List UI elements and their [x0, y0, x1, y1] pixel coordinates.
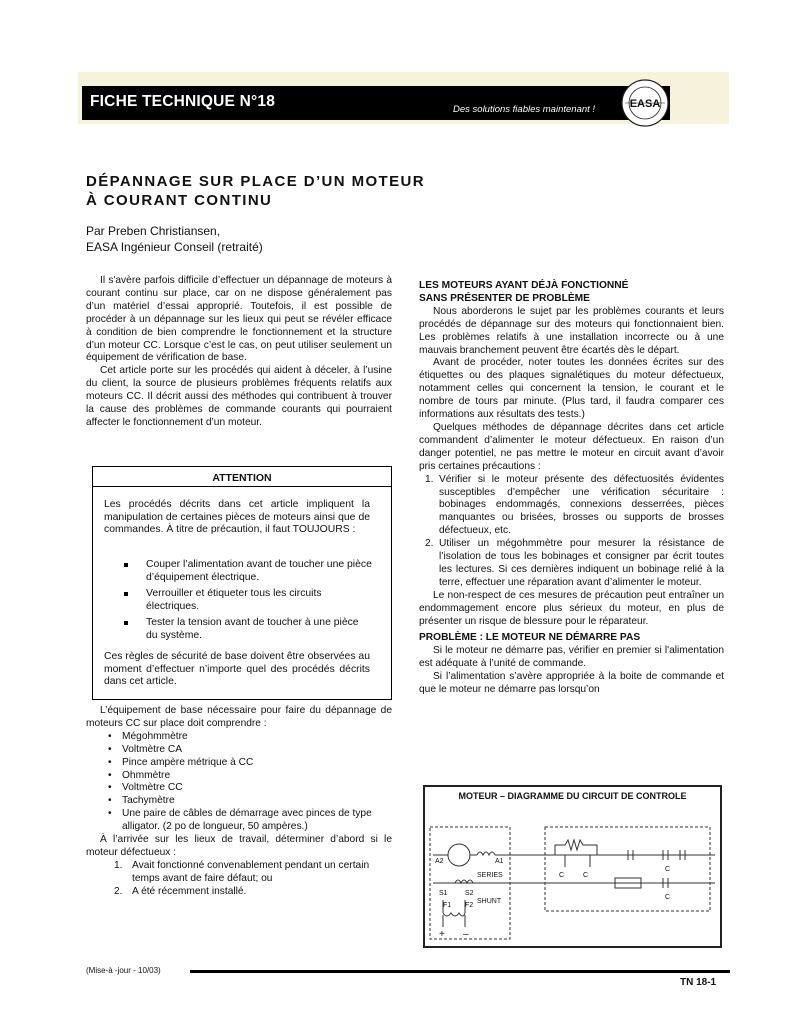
- check-number: 1.: [114, 859, 123, 871]
- title-line-1: DÉPANNAGE SUR PLACE D’UN MOTEUR: [86, 173, 425, 190]
- bullet-square-icon: [124, 563, 128, 567]
- attention-outro: Ces règles de sécurité de base doivent être observées au moment d’effectuer n’importe quel des procédés décrits dans cet article.: [104, 651, 370, 688]
- logo-text: EASA: [629, 98, 661, 110]
- attention-intro: Les procédés décrits dans cet article impliquent la manipulation de certaines pièces de moteurs ainsi que de commandes. À titre de précaution, il faut TOUJOURS :: [104, 499, 370, 536]
- resistor-icon: [555, 840, 597, 855]
- right-paragraph-1: Nous aborderons le sujet par les problèmes courants et leurs procédés de dépannage sur des moteurs qui fonctionnaient bien. Les problèmes relatifs à une installation incorrecte ou à une mauvais branchement peuvent être écartés dès le départ.: [419, 305, 724, 356]
- equipment-list: [108, 731, 392, 834]
- equipment-intro: L’équipement de base nécessaire pour faire du dépannage de moteurs CC sur place doit comprendre :: [86, 705, 392, 729]
- header-tagline: Des solutions fiables maintenant !: [453, 104, 596, 115]
- step-number: 2.: [425, 538, 434, 550]
- section-heading-1-line-1: LES MOTEURS AYANT DÉJÀ FONCTIONNÉ: [419, 280, 629, 291]
- section-heading-1: [419, 280, 724, 306]
- arrival-checklist: [114, 860, 392, 899]
- precaution-step: [421, 538, 724, 590]
- label-c: C: [559, 872, 565, 879]
- wire: [565, 855, 590, 867]
- step-text: Vérifier si le moteur présente des défectuosités évidentes susceptibles d’empêcher une vérification sécuritaire : bobinages endommagés, connexions desserrées, pièces manquantes ou brisées, brosses ou supports de brosses défectueux, etc.: [439, 473, 724, 537]
- footer-update: (Mise-à -jour - 10/03): [86, 966, 161, 975]
- page-number: TN 18-1: [680, 977, 717, 988]
- armature-icon: [448, 844, 470, 866]
- intro-paragraph-1: Il s'avère parfois difficile d’effectuer un dépannage de moteurs à courant continu sur place, car on ne dispose généralement pas d’un matériel d’essai approprié. Toutefois, il est possible de procéder à un dépannage sur les lieux qui peut se révéler efficace à condition de bien comprendre le fonctionnement et la structure d’un moteur CC. Lorsque c’est le cas, on peut utiliser seulement un équipement de vérification de base.: [86, 275, 392, 364]
- attention-divider: [92, 486, 392, 487]
- check-text: A été récemment installé.: [132, 885, 247, 897]
- label-c: C: [665, 866, 671, 873]
- label-f1: F1: [443, 902, 452, 909]
- right-paragraph-5: Si le moteur ne démarre pas, vérifier en premier si l'alimentation est adéquate à l’unité de commande.: [419, 645, 724, 670]
- article-title: [86, 172, 425, 210]
- section-heading-1-line-2: SANS PRÉSENTER DE PROBLÈME: [419, 292, 590, 304]
- equipment-item: • Voltmètre CA: [108, 744, 392, 757]
- check-text: Avait fonctionné convenablement pendant un certain temps avant de faire défaut; ou: [132, 859, 370, 884]
- label-shunt: SHUNT: [477, 898, 502, 905]
- right-paragraph-2: Avant de procéder, noter toutes les données écrites sur des étiquettes ou des plaques signalétiques du moteur défectueux, notamment celles qui concernent la tension, le courant et le nombre de tours par minute. (Plus tard, il faudra comparer ces informations aux résultats des tests.): [419, 357, 724, 421]
- label-s1: S1: [439, 890, 448, 897]
- wire: [443, 915, 465, 927]
- label-minus: –: [463, 929, 469, 940]
- check-item: [114, 886, 392, 899]
- title-line-2: À COURANT CONTINU: [86, 192, 273, 209]
- label-s2: S2: [465, 890, 474, 897]
- series-coil-icon: [477, 852, 495, 855]
- right-paragraph-6: Si l’alimentation s’avère appropriée à la boite de commande et que le moteur ne démarre pas lorsqu’on: [419, 671, 724, 696]
- precaution-step: [421, 474, 724, 539]
- label-a1: A1: [495, 858, 504, 865]
- circuit-diagram-title: MOTEUR – DIAGRAMME DU CIRCUIT DE CONTROLE: [458, 791, 687, 801]
- shunt-coil-icon: [443, 913, 465, 916]
- equipment-item: • Une paire de câbles de démarrage avec pinces de type alligator. (2 po de longueur, 50 ampères.): [108, 808, 392, 834]
- control-box: [545, 827, 710, 911]
- left-intro: [86, 275, 392, 430]
- intro-paragraph-2: Cet article porte sur les procédés qui aident à déceler, à l’usine du client, la source de plusieurs problèmes fréquents relatifs aux moteurs CC. Il décrit aussi des méthodes qui contribuent à trouver la cause des problèmes de commande courants qui pourraient affecter le fonctionnement d’un moteur.: [86, 365, 392, 428]
- circuit-diagram: [425, 805, 720, 946]
- right-paragraph-3: Quelques méthodes de dépannage décrites dans cet article commandent d’alimenter le moteur défectueux. En raison d’un danger potentiel, ne pas mettre le moteur en circuit avant d’avoir pris certaines précautions :: [419, 421, 724, 472]
- check-item: [114, 860, 392, 886]
- right-paragraph-4: Le non-respect de ces mesures de précaution peut entraîner un endommagement encore plus sérieux du moteur, en plus de présenter un risque de blessure pour le réparateur.: [419, 589, 724, 627]
- attention-item-3: Tester la tension avant de toucher à une pièce du système.: [146, 617, 359, 641]
- check-number: 2.: [114, 885, 123, 897]
- header-title: FICHE TECHNIQUE N°18: [90, 93, 276, 110]
- right-column: [419, 280, 724, 697]
- arrival-paragraph: À l’arrivée sur les lieux de travail, déterminer d’abord si le moteur défectueux :: [86, 834, 392, 858]
- section-heading-2: PROBLÈME : LE MOTEUR NE DÉMARRE PAS: [419, 632, 641, 644]
- attention-item-2: Verrouiller et étiqueter tous les circuits électriques.: [146, 588, 322, 612]
- footer-rule: [190, 970, 730, 973]
- equipment-item: • Voltmètre CC: [108, 782, 392, 795]
- author-block: [86, 223, 263, 255]
- equipment-item: • Tachymètre: [108, 795, 392, 808]
- label-f2: F2: [465, 902, 474, 909]
- label-c: C: [583, 872, 589, 879]
- step-number: 1.: [425, 473, 434, 485]
- author-name: Par Preben Christiansen,: [86, 224, 221, 238]
- easa-logo: [613, 78, 673, 128]
- label-a2: A2: [435, 858, 444, 865]
- attention-item-1: Couper l’alimentation avant de toucher une pièce d’équipement électrique.: [146, 559, 372, 583]
- equipment-item: • Ohmmètre: [108, 770, 392, 783]
- equipment-item: • Mégohmmètre: [108, 731, 392, 744]
- author-role: EASA Ingénieur Conseil (retraité): [86, 240, 263, 254]
- left-equipment: [86, 705, 392, 899]
- attention-title: ATTENTION: [212, 472, 272, 484]
- equipment-item: • Pince ampère métrique à CC: [108, 757, 392, 770]
- bullet-square-icon: [124, 592, 128, 596]
- bullet-square-icon: [124, 621, 128, 625]
- label-series: SERIES: [477, 872, 503, 879]
- precaution-steps: [421, 474, 724, 590]
- step-text: Utiliser un mégohmmètre pour mesurer la résistance de l’isolation de tous les bobinages et consigner par écrit toutes les lectures. Si ces dernières indiquent un bobinage relié à la terre, effectuer une réparation avant d’alimenter le moteur.: [439, 538, 724, 588]
- label-c: C: [665, 894, 671, 901]
- label-plus: +: [439, 929, 445, 940]
